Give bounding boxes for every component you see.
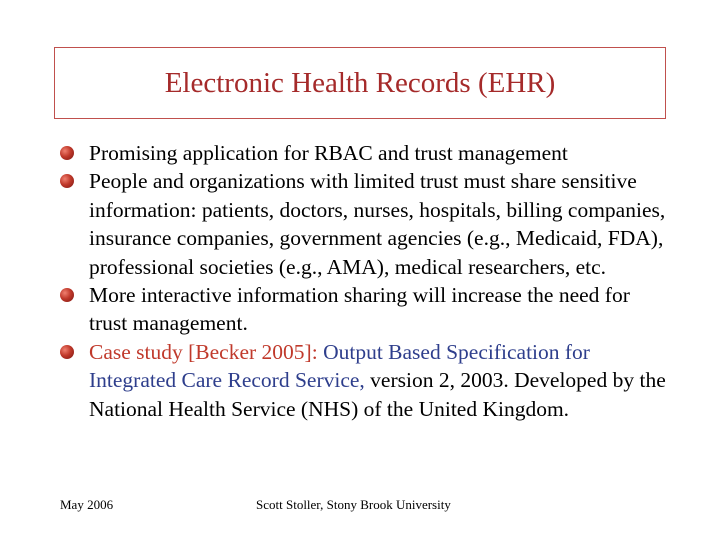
- bullet-item: [60, 281, 670, 338]
- bullet-text: More interactive information sharing will increase the need for trust management.: [89, 283, 630, 336]
- case-study-details: version 2, 2003. Developed by the National Health Service (NHS) of the United Kingdom.: [89, 368, 666, 421]
- bullet-list: [60, 139, 670, 423]
- bullet-icon: [60, 174, 74, 188]
- bullet-item: [60, 139, 670, 167]
- bullet-icon: [60, 345, 74, 359]
- bullet-item: [60, 167, 670, 281]
- footer-date: May 2006: [60, 497, 114, 512]
- case-study-label: Case study [Becker 2005]:: [89, 339, 318, 364]
- bullet-item: [60, 338, 670, 423]
- bullet-text: Promising application for RBAC and trust management: [89, 141, 568, 165]
- footer-author: Scott Stoller, Stony Brook University: [256, 497, 451, 512]
- bullet-icon: [60, 146, 74, 160]
- case-study-title: Output Based Specification for Integrated Care Record Service,: [89, 339, 590, 393]
- bullet-text: People and organizations with limited trust must share sensitive information: patients, doctors, nurses, hospitals, billing companies, insurance companies, government agencies (e.g., Medicaid, FDA), professional societies (e.g., AMA), medical researchers, etc.: [89, 169, 666, 279]
- title-box: [54, 47, 666, 119]
- slide-title: Electronic Health Records (EHR): [164, 66, 556, 99]
- bullet-icon: [60, 288, 74, 302]
